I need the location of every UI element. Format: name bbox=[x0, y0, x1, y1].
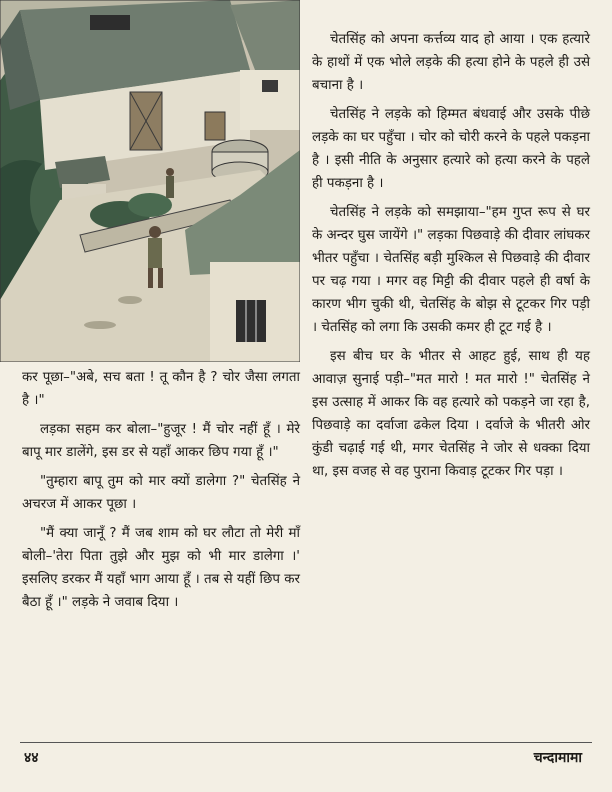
magazine-name: चन्दामामा bbox=[533, 750, 582, 766]
left-text-column bbox=[22, 366, 300, 620]
paragraph: चेतसिंह को अपना कर्त्तव्य याद हो आया । एक हत्यारे के हाथों में एक भोले लड़के की हत्या होने के पहले ही उसे बचाना है । bbox=[312, 32, 590, 93]
paragraph: "मैं क्या जानूँ ? मैं जब शाम को घर लौटा तो मेरी माँ बोली–'तेरा पिता तुझे और मुझ को भी मार डालेगा ।' इसलिए डरकर मैं यहाँ भाग आया हूँ । तब से यहीं छिप कर बैठा हूँ ।" लड़के ने जवाब दिया । bbox=[22, 526, 300, 610]
paragraph: "तुम्हारा बापू तुम को मार क्यों डालेगा ?" चेतसिंह ने अचरज में आकर पूछा । bbox=[22, 474, 300, 512]
footer-divider bbox=[20, 742, 592, 743]
village-illustration bbox=[0, 0, 300, 362]
page-number: ४४ bbox=[24, 750, 39, 766]
paragraph: कर पूछा–"अबे, सच बता ! तू कौन है ? चोर जैसा लगता है ।" bbox=[22, 370, 300, 408]
paragraph: लड़का सहम कर बोला–"हुजूर ! मैं चोर नहीं हूँ । मेरे बापू मार डालेंगे, इस डर से यहाँ आकर छिप गया हूँ ।" bbox=[22, 422, 300, 460]
paragraph: चेतसिंह ने लड़के को हिम्मत बंधवाई और उसके पीछे लड़के का घर पहुँचा । चोर को चोरी करने के पहले पकड़ना है । इसी नीति के अनुसार हत्यारे को हत्या करने के पहले ही पकड़ना है । bbox=[312, 107, 590, 191]
right-text-column bbox=[312, 28, 590, 489]
paragraph: चेतसिंह ने लड़के को समझाया–"हम गुप्त रूप से घर के अन्दर घुस जायेंगे ।" लड़का पिछवाड़े की दीवार लांघकर भीतर पहुँचा । चेतसिंह बड़ी मुश्किल से पिछवाड़े की दीवार पर चढ़ गया । मगर वह मिट्टी की दीवार पहले ही वर्षा के कारण भीग चुकी थी, चेतसिंह के बोझ से टूटकर गिर पड़ी । चेतसिंह को लगा कि उसकी कमर ही टूट गई है । bbox=[312, 205, 590, 335]
paragraph: इस बीच घर के भीतर से आहट हुई, साथ ही यह आवाज़ सुनाई पड़ी–"मत मारो ! मत मारो !" चेतसिंह ने इस उत्साह में आकर कि वह हत्यारे को पकड़ने जा रहा है, पिछवाड़े का दर्वाजा ढकेल दिया । दर्वाजे के भीतरी ओर कुंडी चढ़ाई गई थी, मगर चेतसिंह ने जोर से धक्का दिया था, इस वजह से वह पुराना किवाड़ टूटकर गिर पड़ा । bbox=[312, 349, 590, 479]
